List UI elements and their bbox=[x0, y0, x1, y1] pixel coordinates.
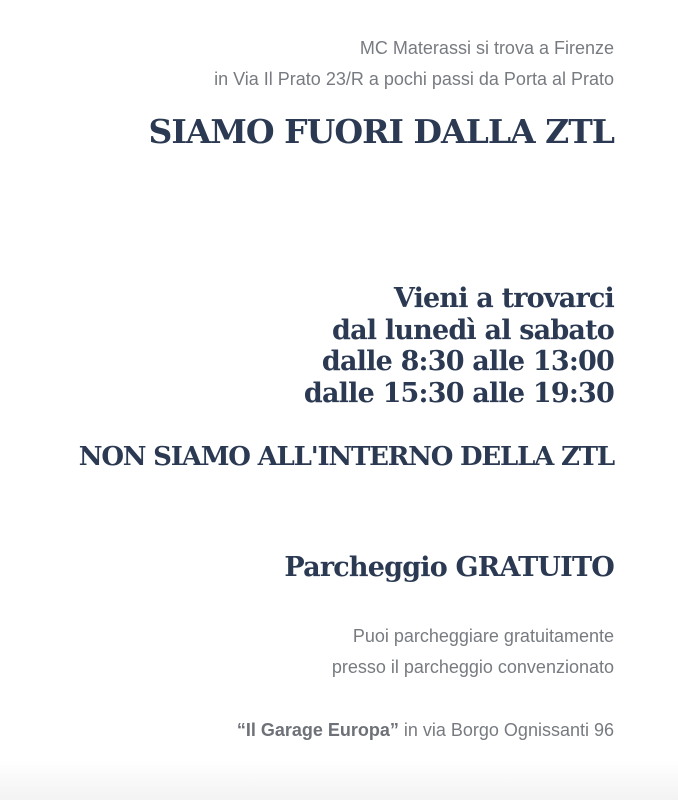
opening-hours bbox=[304, 283, 614, 409]
intro-line-city: MC Materassi si trova a Firenze bbox=[359, 38, 614, 58]
hours-afternoon: dalle 15:30 alle 19:30 bbox=[303, 377, 614, 409]
parking-description bbox=[332, 621, 614, 683]
garage-info bbox=[237, 715, 614, 746]
hours-days: dal lunedì al sabato bbox=[332, 314, 614, 346]
ztl-notice: NON SIAMO ALL'INTERNO DELLA ZTL bbox=[78, 442, 614, 472]
parking-title: Parcheggio GRATUITO bbox=[284, 552, 614, 583]
garage-name: “Il Garage Europa” bbox=[236, 720, 399, 740]
parking-line-partner: presso il parcheggio convenzionato bbox=[331, 657, 614, 677]
intro-text bbox=[214, 33, 614, 95]
intro-line-address: in Via Il Prato 23/R a pochi passi da Porta al Prato bbox=[214, 69, 614, 89]
parking-line-free: Puoi parcheggiare gratuitamente bbox=[352, 626, 614, 646]
garage-address: in via Borgo Ognissanti 96 bbox=[398, 720, 614, 740]
hours-invite: Vieni a trovarci bbox=[393, 283, 614, 314]
headline-outside-ztl: SIAMO FUORI DALLA ZTL bbox=[148, 112, 614, 151]
hours-morning: dalle 8:30 alle 13:00 bbox=[321, 346, 614, 377]
